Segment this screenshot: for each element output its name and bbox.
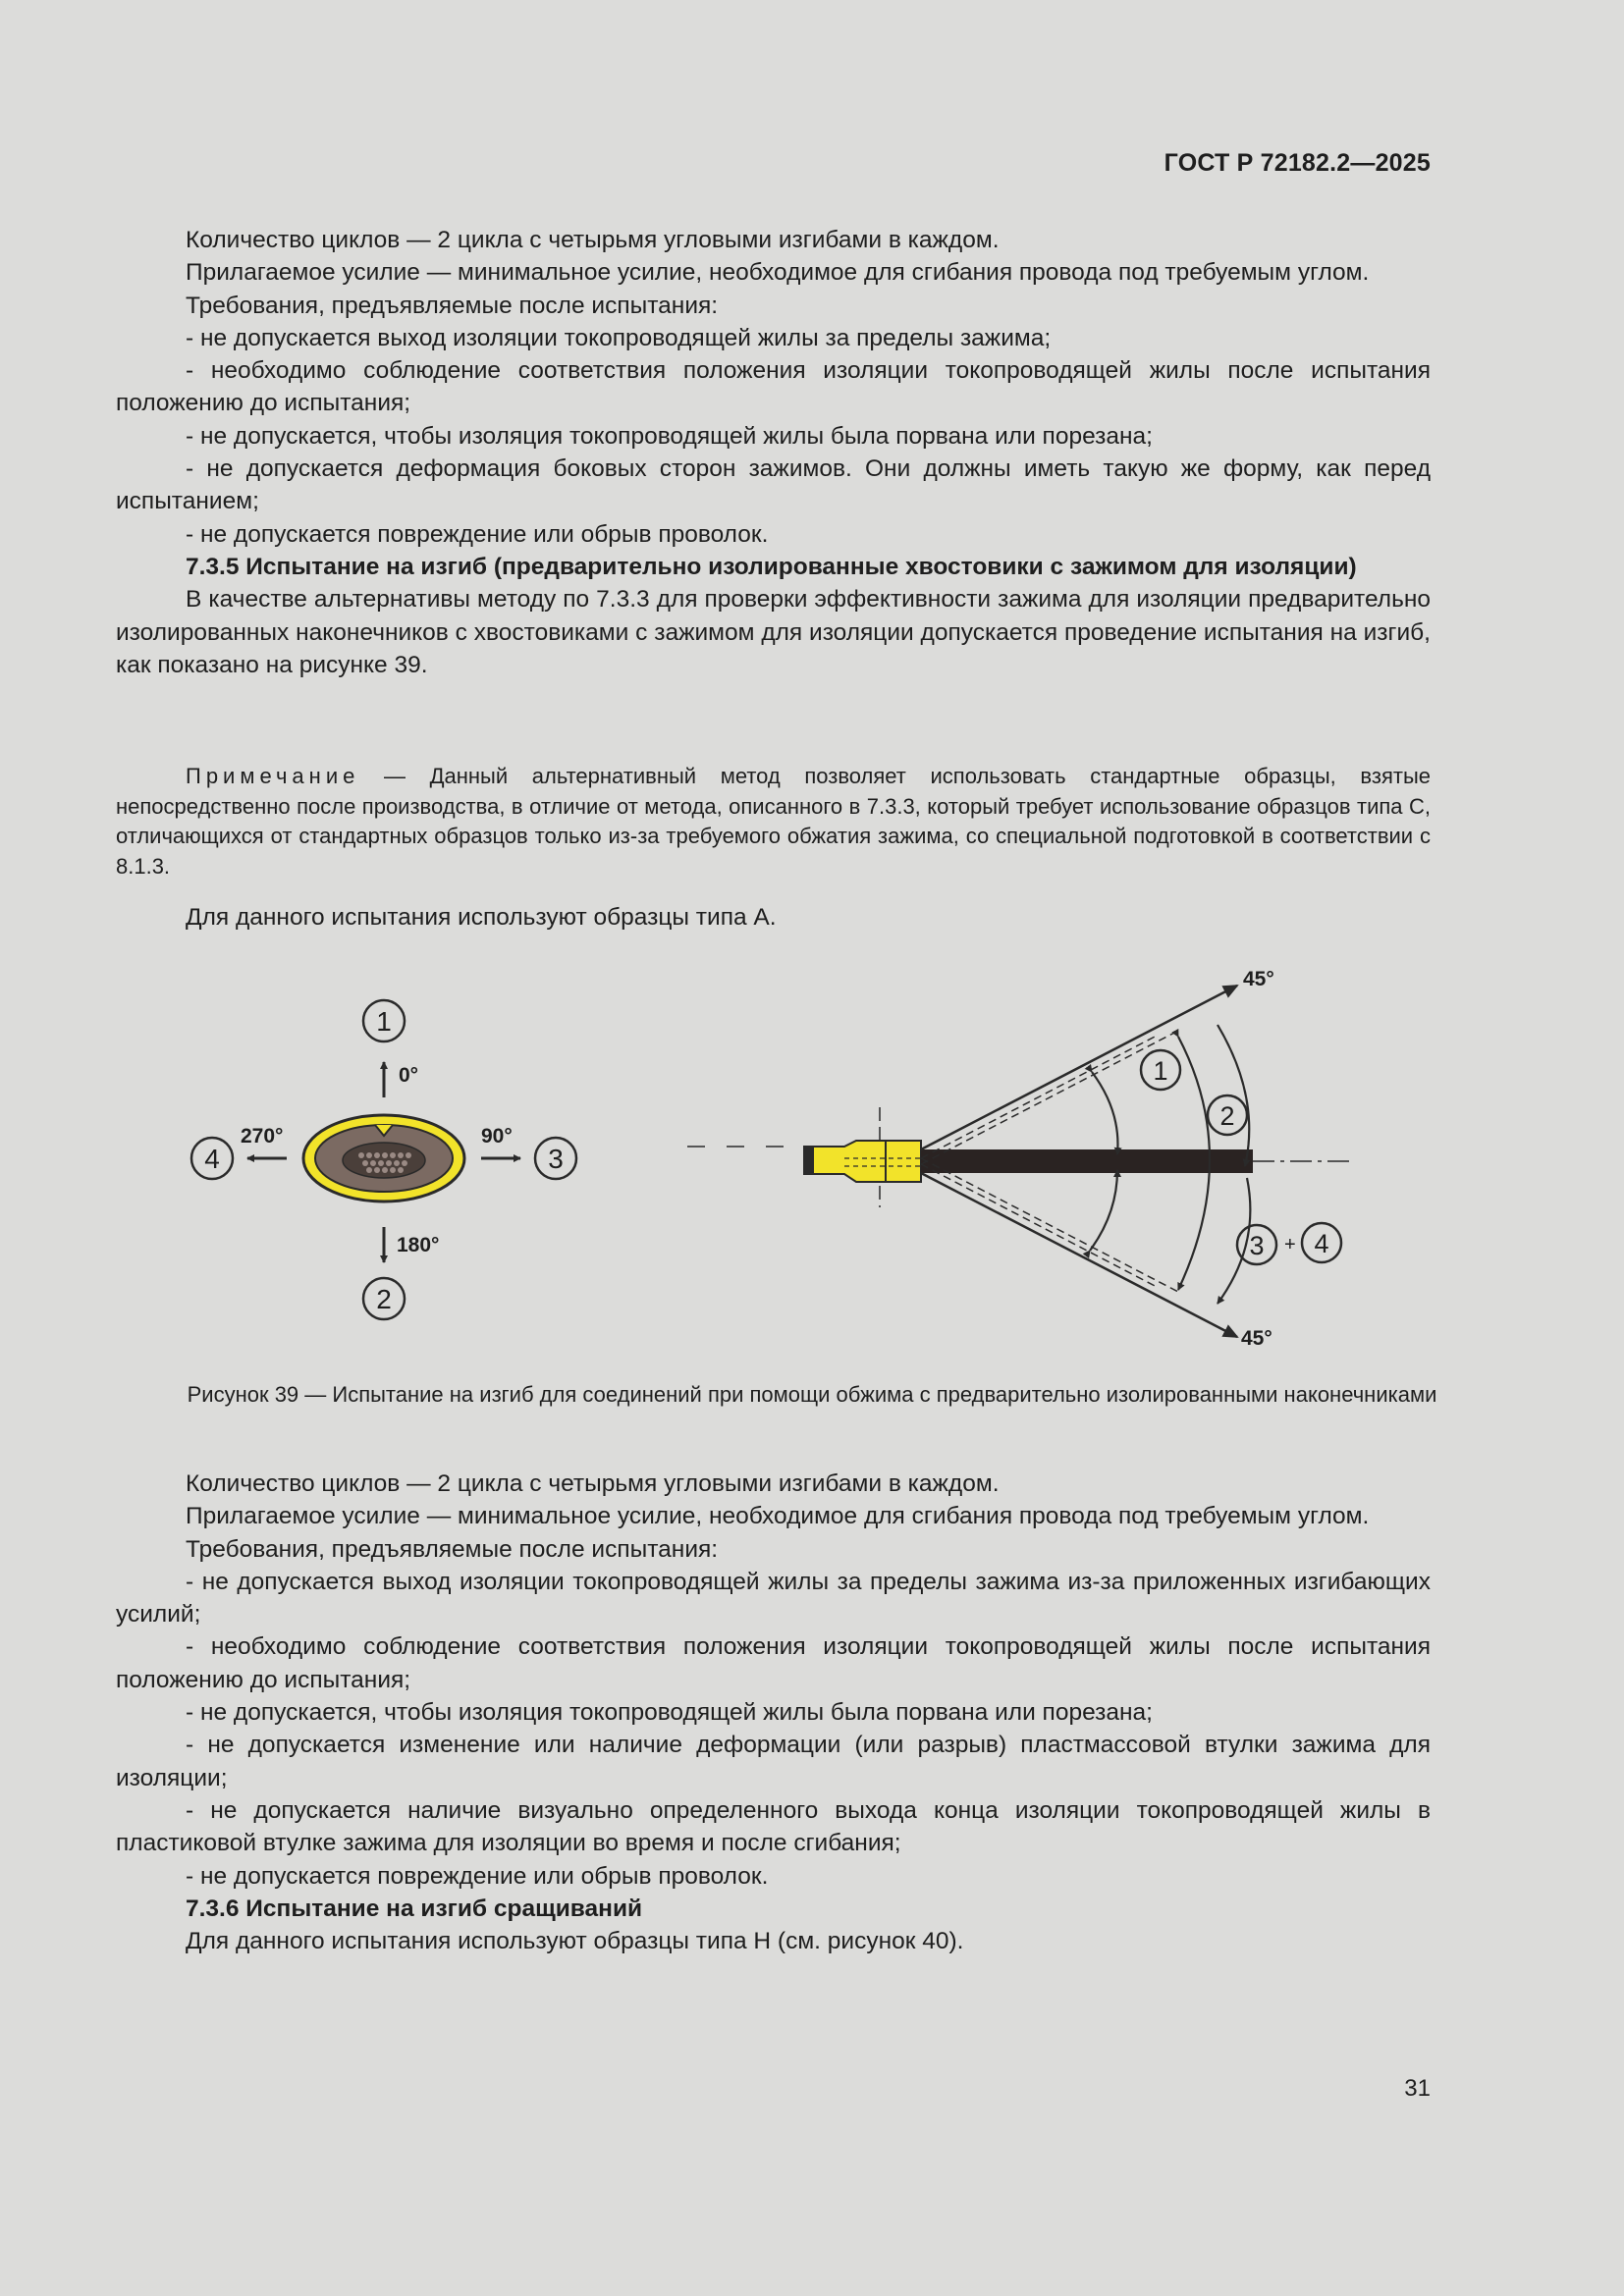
paragraph-cycles: Количество циклов — 2 цикла с четырьмя угловыми изгибами в каждом.: [186, 1470, 1000, 1497]
list-item: - не допускается, чтобы изоляция токопроводящей жилы была порвана или порезана;: [186, 1699, 1153, 1727]
section-heading-7-3-6: 7.3.6 Испытание на изгиб сращиваний: [186, 1895, 643, 1922]
label-1: 1: [376, 1006, 392, 1037]
list-item: - не допускается, чтобы изоляция токопроводящей жилы была порвана или порезана;: [186, 422, 1153, 450]
list-item: - не допускается повреждение или обрыв проволок.: [186, 1862, 769, 1890]
angle-45-bottom: 45°: [1241, 1327, 1272, 1350]
bend-dash-up: [921, 1031, 1178, 1164]
bend-dash-down: [921, 1158, 1178, 1292]
note-text: — Данный альтернативный метод позволяет использовать стандартные образцы, взятые непосредственно после производства, в отличие от метода, описанного в 7.3.3, который требует использование образцов типа С, отличающихся от стандартных образцов только из-за требуемого обжатия зажима, со специальной подготовкой в соответствии с 8.1.3.: [116, 764, 1431, 879]
list-item: - не допускается выход изоляции токопроводящей жилы за пределы зажима;: [186, 324, 1052, 351]
page-number: 31: [1404, 2075, 1431, 2102]
list-item: - не допускается повреждение или обрыв проволок.: [186, 520, 769, 548]
arc-1: [1092, 1072, 1117, 1154]
list-item: - не допускается наличие визуально определенного выхода конца изоляции токопроводящей жилы в пластиковой втулке зажима для изоляции во время и после сгибания;: [116, 1796, 1431, 1857]
figure-39: [157, 950, 1375, 1367]
bend-line-up: [921, 986, 1237, 1149]
samples-line: Для данного испытания используют образцы типа А.: [186, 904, 777, 931]
insulation-crimp: [886, 1141, 921, 1182]
list-item: - необходимо соблюдение соответствия положения изоляции токопроводящей жилы после испытания положению до испытания;: [116, 1633, 1431, 1693]
angle-270: 270°: [241, 1125, 284, 1148]
note: [116, 762, 1431, 881]
terminal-tongue: [803, 1146, 813, 1175]
text-block-top: [116, 224, 1431, 681]
section-heading-7-3-5: 7.3.5 Испытание на изгиб (предварительно изолированные хвостовики с зажимом для изоляции): [186, 553, 1357, 580]
paragraph-force: Прилагаемое усилие — минимальное усилие, необходимое для сгибания провода под требуемым углом.: [186, 259, 1370, 287]
angle-45-top: 45°: [1243, 968, 1274, 990]
paragraph-force: Прилагаемое усилие — минимальное усилие, необходимое для сгибания провода под требуемым углом.: [186, 1503, 1370, 1530]
list-item: - необходимо соблюдение соответствия положения изоляции токопроводящей жилы после испытания положению до испытания;: [116, 357, 1431, 417]
bend-2-label: 2: [1219, 1101, 1235, 1131]
angle-90: 90°: [481, 1125, 513, 1148]
list-item: - не допускается выход изоляции токопроводящей жилы за пределы зажима из-за приложенных изгибающих усилий;: [116, 1568, 1431, 1629]
wire: [921, 1149, 1253, 1173]
plus-sign: +: [1284, 1234, 1296, 1255]
paragraph-cycles: Количество циклов — 2 цикла с четырьмя угловыми изгибами в каждом.: [186, 227, 1000, 253]
arc-3-4: [1218, 1178, 1250, 1304]
bend-4-label: 4: [1314, 1229, 1329, 1258]
note-label: Примечание: [186, 764, 360, 788]
bend-dash-down: [921, 1164, 1159, 1288]
terminal-sleeve: [813, 1141, 886, 1182]
paragraph-samples-h: Для данного испытания используют образцы типа Н (см. рисунок 40).: [186, 1928, 964, 1955]
paragraph-alternative-method: В качестве альтернативы методу по 7.3.3 для проверки эффективности зажима для изоляции предварительно изолированных наконечников с хвостовиками с зажимом для изоляции допускается проведение испытания на изгиб, как показано на рисунке 39.: [116, 586, 1431, 678]
label-2: 2: [376, 1284, 392, 1314]
label-4: 4: [204, 1144, 220, 1174]
side-view: [687, 968, 1355, 1350]
bend-test-diagram: [157, 950, 1375, 1362]
label-3: 3: [548, 1144, 564, 1174]
arc-1-lower: [1090, 1170, 1117, 1251]
cross-section-view: [191, 1000, 576, 1319]
bend-3-label: 3: [1249, 1231, 1265, 1260]
text-block-bottom: [116, 1468, 1431, 1957]
angle-180: 180°: [397, 1234, 440, 1256]
bend-dash-up: [921, 1035, 1159, 1158]
paragraph-requirements: Требования, предъявляемые после испытания:: [186, 1535, 719, 1563]
bend-line-down: [921, 1173, 1237, 1337]
list-item: - не допускается деформация боковых сторон зажимов. Они должны иметь такую же форму, как перед испытанием;: [116, 455, 1431, 515]
bend-1-label: 1: [1153, 1056, 1168, 1086]
standard-id-header: ГОСТ Р 72182.2—2025: [1164, 149, 1431, 177]
list-item: - не допускается изменение или наличие деформации (или разрыв) пластмассовой втулки зажима для изоляции;: [116, 1732, 1431, 1791]
angle-0: 0°: [399, 1064, 419, 1087]
figure-caption: Рисунок 39 — Испытание на изгиб для соединений при помощи обжима с предварительно изолированными наконечниками: [187, 1382, 1437, 1407]
paragraph-requirements: Требования, предъявляемые после испытания:: [186, 292, 719, 319]
